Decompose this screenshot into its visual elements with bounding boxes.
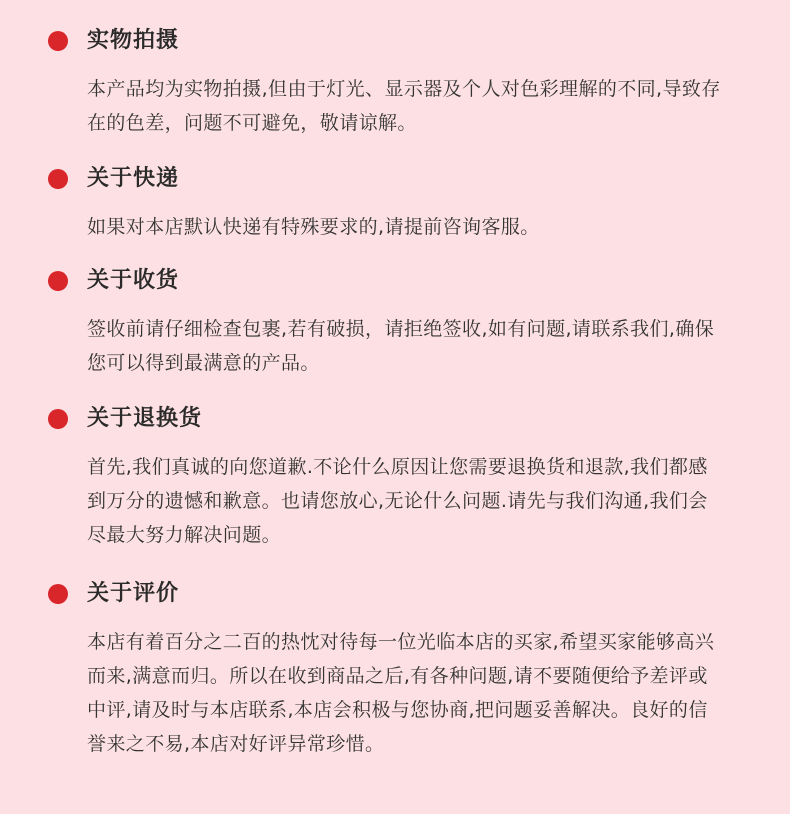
section-body-receiving: 签收前请仔细检查包裹,若有破损，请拒绝签收,如有问题,请联系我们,确保您可以得到最满意的产品。 <box>87 318 715 374</box>
red-dot-bullet-icon <box>48 409 68 429</box>
section-title-real-photos: 实物拍摄 <box>87 28 180 53</box>
section-delivery <box>48 162 748 244</box>
section-body-delivery: 如果对本店默认快递有特殊要求的,请提前咨询客服。 <box>87 216 540 238</box>
section-body-returns: 首先,我们真诚的向您道歉.不论什么原因让您需要退换货和退款,我们都感到万分的遗憾和歉意。也请您放心,无论什么问题.请先与我们沟通,我们会尽最大努力解决问题。 <box>87 456 708 546</box>
section-body-reviews: 本店有着百分之二百的热忱对待每一位光临本店的买家,希望买家能够高兴而来,满意而归。所以在收到商品之后,有各种问题,请不要随便给予差评或中评,请及时与本店联系,本店会积极与您协商,把问题妥善解决。良好的信誉来之不易,本店对好评异常珍惜。 <box>87 631 715 755</box>
section-reviews <box>48 577 748 761</box>
section-header <box>48 577 748 611</box>
section-title-receiving: 关于收货 <box>87 268 180 293</box>
section-returns <box>48 402 748 552</box>
red-dot-bullet-icon <box>48 31 68 51</box>
red-dot-bullet-icon <box>48 271 68 291</box>
section-header <box>48 264 748 298</box>
section-title-reviews: 关于评价 <box>87 581 180 606</box>
section-header <box>48 402 748 436</box>
section-title-delivery: 关于快递 <box>87 166 180 191</box>
section-body-real-photos: 本产品均为实物拍摄,但由于灯光、显示器及个人对色彩理解的不同,导致存在的色差，问题不可避免，敬请谅解。 <box>87 78 721 134</box>
section-title-returns: 关于退换货 <box>87 406 203 431</box>
red-dot-bullet-icon <box>48 169 68 189</box>
section-receiving <box>48 264 748 380</box>
red-dot-bullet-icon <box>48 584 68 604</box>
section-header <box>48 162 748 196</box>
section-header <box>48 24 748 58</box>
section-real-photos <box>48 24 748 140</box>
